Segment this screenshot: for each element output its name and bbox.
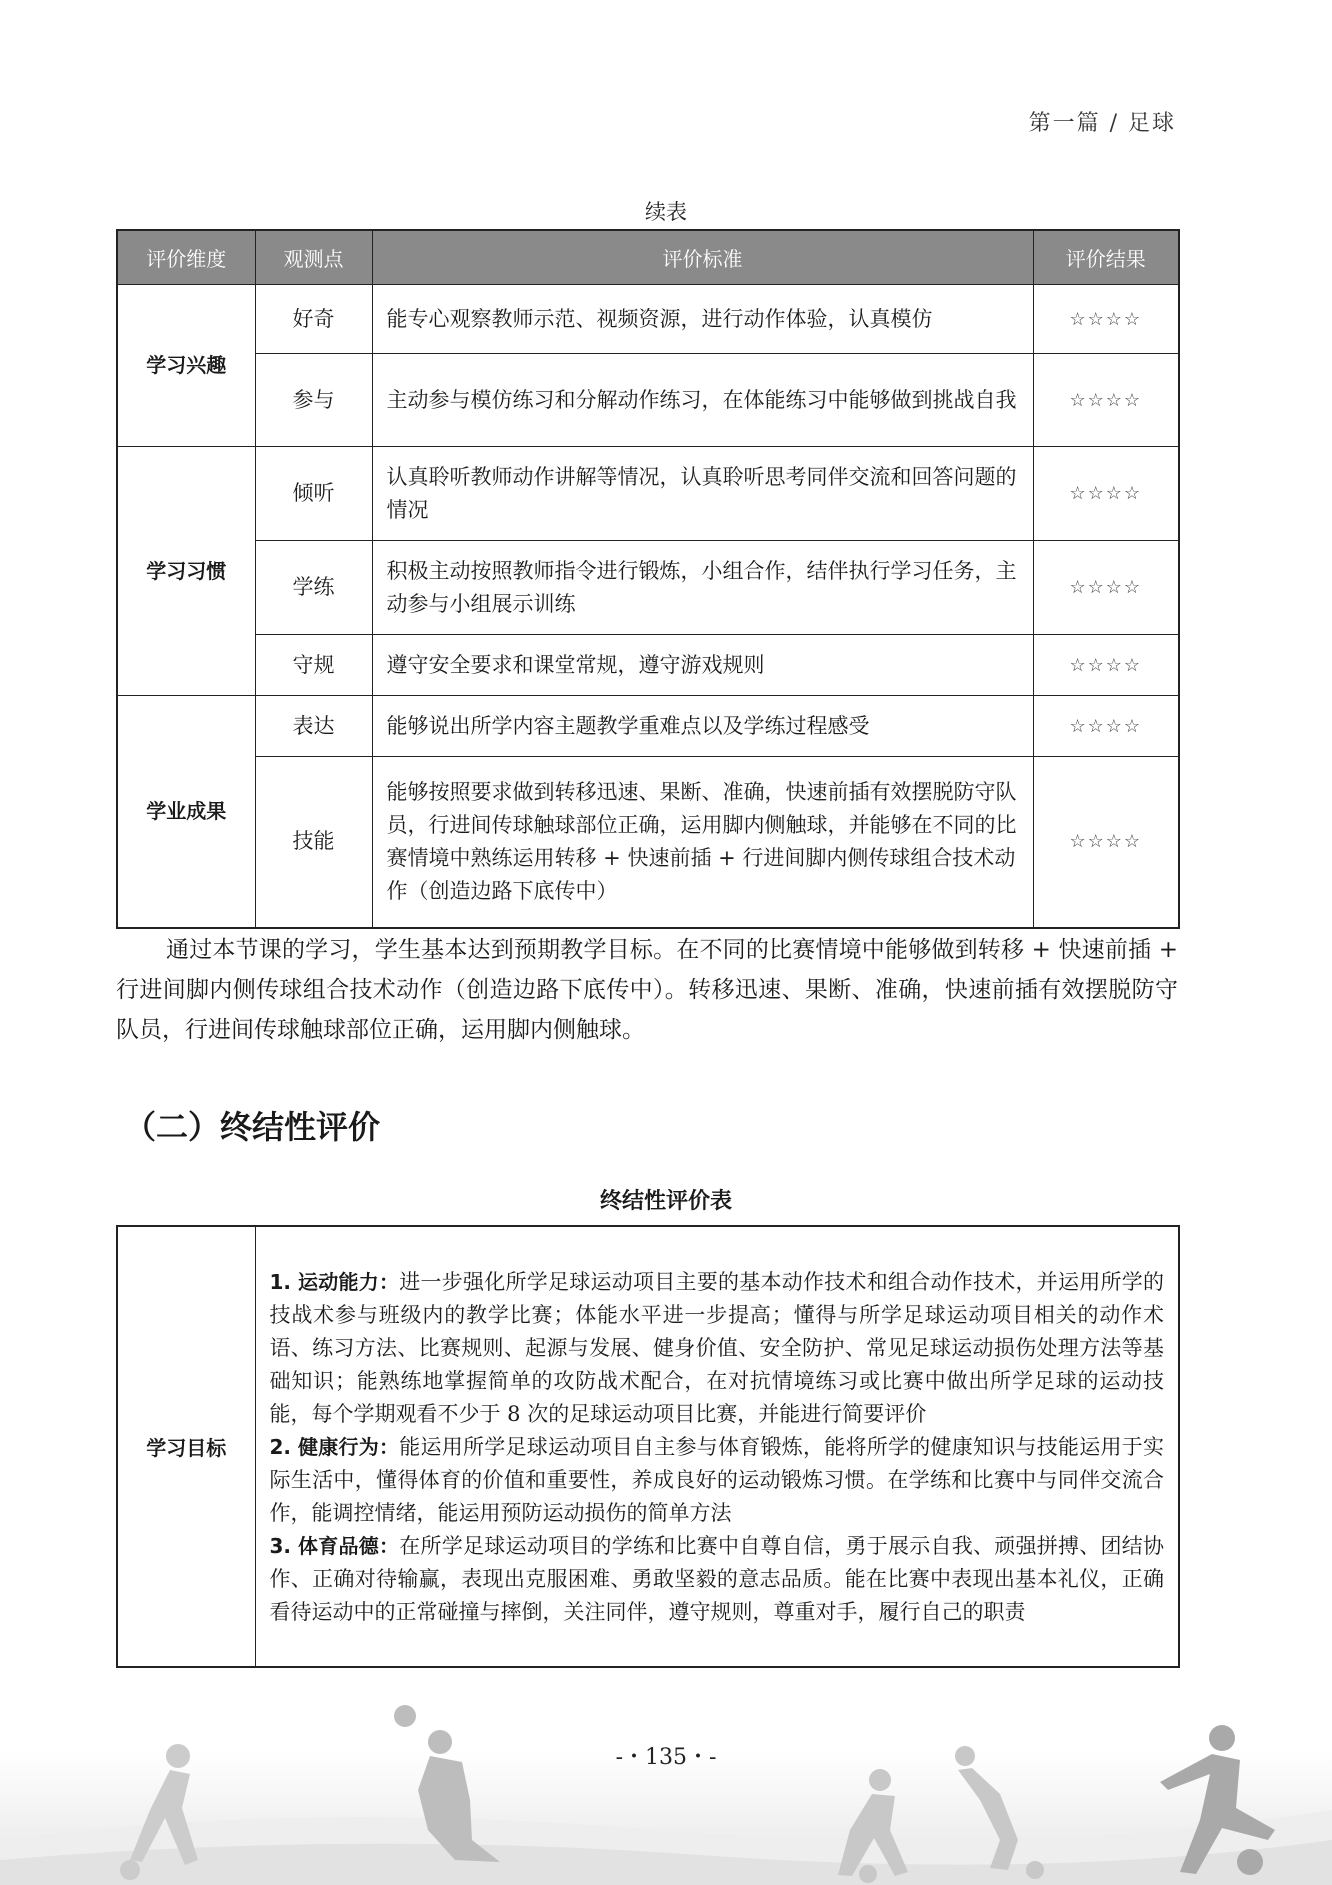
header-standard: 评价标准 — [372, 230, 1033, 285]
goal-heading: 运动能力： — [297, 1270, 400, 1294]
goal-item — [270, 1431, 1165, 1530]
star-rating: ☆☆☆☆ — [1033, 757, 1179, 928]
star-rating: ☆☆☆☆ — [1033, 696, 1179, 757]
dimension-cell: 学业成果 — [117, 696, 255, 928]
standard-cell: 积极主动按照教师指令进行锻炼，小组合作，结伴执行学习任务，主动参与小组展示训练 — [372, 541, 1033, 635]
standard-cell: 遵守安全要求和课堂常规，遵守游戏规则 — [372, 635, 1033, 696]
footer-soccer-silhouettes — [0, 1690, 1332, 1885]
goal-heading: 健康行为： — [297, 1435, 400, 1459]
dimension-cell: 学习兴趣 — [117, 285, 255, 447]
observation-cell: 倾听 — [255, 447, 372, 541]
running-header: 第一篇 / 足球 — [1028, 111, 1176, 136]
table-row — [117, 285, 1179, 354]
section-heading: （二）终结性评价 — [124, 1108, 381, 1146]
goal-number: 1. — [269, 1270, 292, 1294]
observation-cell: 表达 — [255, 696, 372, 757]
goal-heading: 体育品德： — [297, 1534, 400, 1558]
star-rating: ☆☆☆☆ — [1033, 447, 1179, 541]
observation-cell: 好奇 — [255, 285, 372, 354]
goal-text: 能运用所学足球运动项目自主参与体育锻炼，能将所学的健康知识与技能运用于实际生活中，懂得体育的价值和重要性，养成良好的运动锻炼习惯。在学练和比赛中与同伴交流合作，能调控情绪，能运用预防运动损伤的简单方法 — [269, 1435, 1165, 1525]
observation-cell: 技能 — [255, 757, 372, 928]
learning-goals-label: 学习目标 — [117, 1226, 255, 1667]
continuation-caption: 续表 — [645, 200, 687, 224]
observation-cell: 守规 — [255, 635, 372, 696]
standard-cell: 主动参与模仿练习和分解动作练习，在体能练习中能够做到挑战自我 — [372, 354, 1033, 447]
summative-table — [116, 1225, 1180, 1668]
table-row — [117, 635, 1179, 696]
header-result: 评价结果 — [1033, 230, 1179, 285]
star-rating: ☆☆☆☆ — [1033, 635, 1179, 696]
star-rating: ☆☆☆☆ — [1033, 285, 1179, 354]
goal-item — [270, 1266, 1165, 1431]
standard-cell: 能够按照要求做到转移迅速、果断、准确，快速前插有效摆脱防守队员，行进间传球触球部位正确，运用脚内侧触球，并能够在不同的比赛情境中熟练运用转移 + 快速前插 + 行进间脚内侧传球组合技术动作（创造边路下底传中） — [372, 757, 1033, 928]
goal-text: 进一步强化所学足球运动项目主要的基本动作技术和组合动作技术，并运用所学的技战术参与班级内的教学比赛；体能水平进一步提高；懂得与所学足球运动项目相关的动作术语、练习方法、比赛规则、起源与发展、健身价值、安全防护、常见足球运动损伤处理方法等基础知识；能熟练地掌握简单的攻防战术配合，在对抗情境练习或比赛中做出所学足球的运动技能，每个学期观看不少于 8 次的足球运动项目比赛，并能进行简要评价 — [269, 1270, 1165, 1426]
observation-cell: 参与 — [255, 354, 372, 447]
table-row — [117, 354, 1179, 447]
standard-cell: 认真聆听教师动作讲解等情况，认真聆听思考同伴交流和回答问题的情况 — [372, 447, 1033, 541]
table-row — [117, 1226, 1179, 1667]
goal-number: 2. — [269, 1435, 292, 1459]
table-row — [117, 541, 1179, 635]
goal-item — [270, 1530, 1165, 1629]
header-observation-point: 观测点 — [255, 230, 372, 285]
star-rating: ☆☆☆☆ — [1033, 354, 1179, 447]
goal-number: 3. — [269, 1534, 292, 1558]
star-rating: ☆☆☆☆ — [1033, 541, 1179, 635]
table-header-row — [117, 230, 1179, 285]
page-number: -・135・- — [615, 1745, 717, 1770]
table-row — [117, 447, 1179, 541]
table-row — [117, 757, 1179, 928]
table-row — [117, 696, 1179, 757]
standard-cell: 能专心观察教师示范、视频资源，进行动作体验，认真模仿 — [372, 285, 1033, 354]
observation-cell: 学练 — [255, 541, 372, 635]
evaluation-table — [116, 229, 1180, 929]
header-dimension: 评价维度 — [117, 230, 255, 285]
summative-table-title: 终结性评价表 — [599, 1189, 732, 1214]
standard-cell: 能够说出所学内容主题教学重难点以及学练过程感受 — [372, 696, 1033, 757]
dimension-cell: 学习习惯 — [117, 447, 255, 696]
learning-goals-content — [255, 1226, 1179, 1667]
summary-paragraph: 通过本节课的学习，学生基本达到预期教学目标。在不同的比赛情境中能够做到转移 + 快速前插 + 行进间脚内侧传球组合技术动作（创造边路下底传中）。转移迅速、果断、准确，快速前插有效摆脱防守队员，行进间传球触球部位正确，运用脚内侧触球。 — [116, 937, 1178, 1043]
goal-text: 在所学足球运动项目的学练和比赛中自尊自信，勇于展示自我、顽强拼搏、团结协作、正确对待输赢，表现出克服困难、勇敢坚毅的意志品质。能在比赛中表现出基本礼仪，正确看待运动中的正常碰撞与摔倒，关注同伴，遵守规则，尊重对手，履行自己的职责 — [269, 1534, 1165, 1624]
